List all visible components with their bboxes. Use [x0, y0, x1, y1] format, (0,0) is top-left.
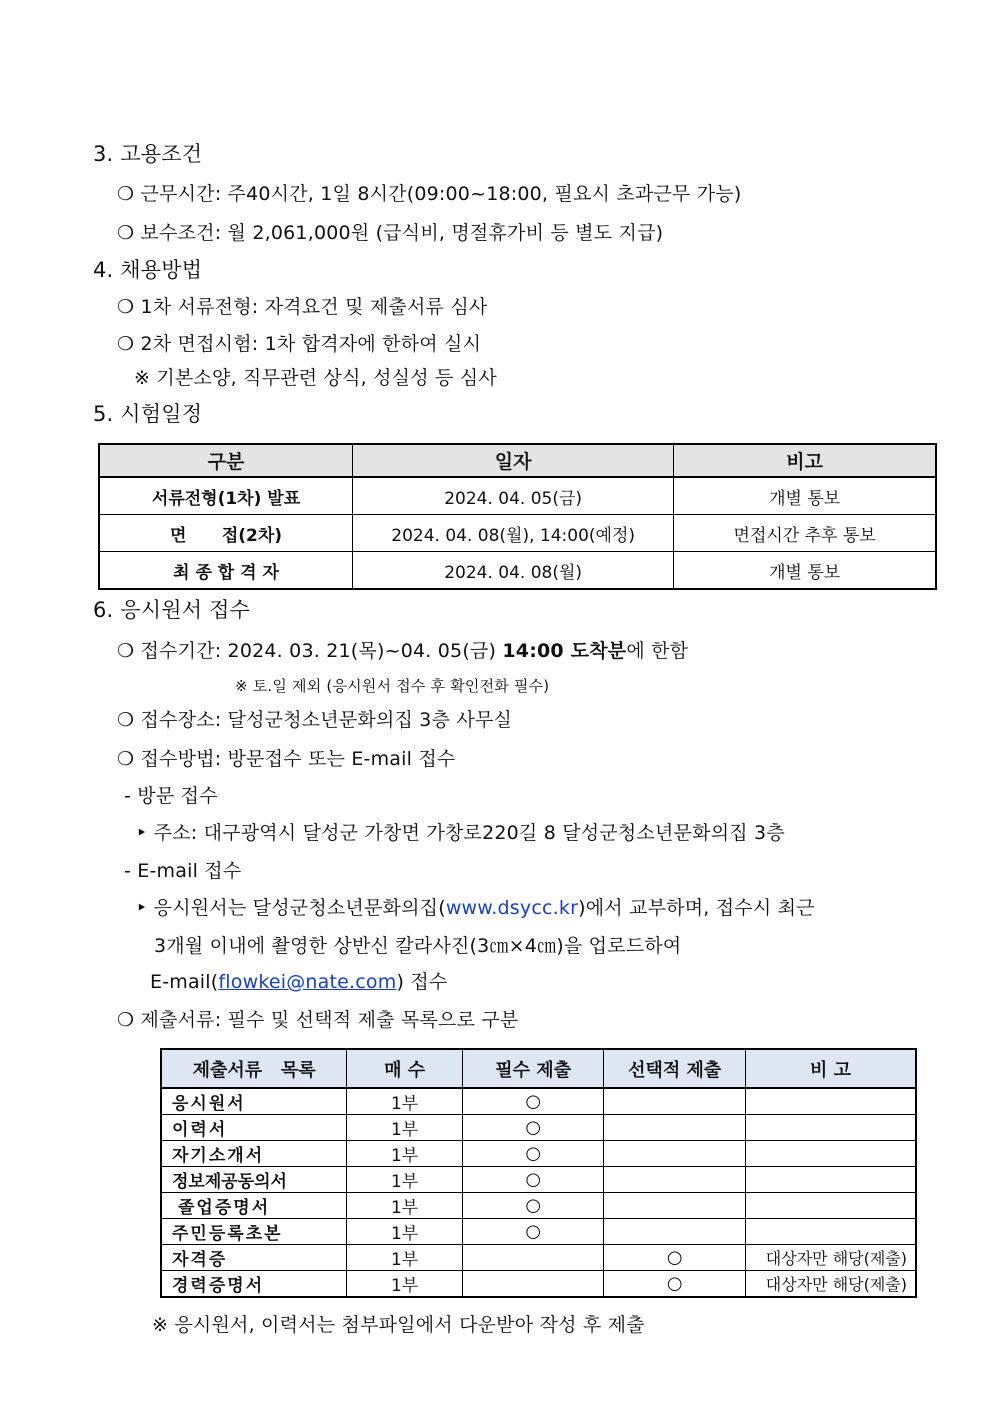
step-2-note: ※ 기본소양, 직무관련 상식, 성실성 등 심사	[134, 367, 497, 389]
doc-required-mark: ○	[462, 1167, 604, 1193]
docs-intro: ❍ 제출서류: 필수 및 선택적 제출 목록으로 구분	[117, 1009, 519, 1031]
receipt-deadline: 14:00 도착분	[502, 640, 627, 662]
doc-count: 1부	[347, 1193, 463, 1219]
table-row	[161, 1167, 916, 1193]
section-3-title: 3. 고용조건	[93, 142, 203, 166]
doc-name: 주민등록초본	[161, 1219, 347, 1245]
email-line-3	[150, 967, 447, 994]
schedule-table	[98, 443, 937, 590]
doc-required-mark	[462, 1245, 604, 1271]
receipt-place: ❍ 접수장소: 달성군청소년문화의집 3층 사무실	[117, 709, 513, 731]
doc-name: 정보제공동의서	[161, 1167, 347, 1193]
email-line-2: 3개월 이내에 촬영한 상반신 칼라사진(3㎝×4㎝)을 업로드하여	[154, 935, 682, 957]
email-line-3-suffix: ) 접수	[396, 971, 448, 993]
schedule-date: 2024. 04. 08(월), 14:00(예정)	[353, 515, 674, 552]
work-hours: ❍ 근무시간: 주40시간, 1일 8시간(09:00~18:00, 필요시 초과근무 가능)	[117, 183, 742, 205]
doc-optional-mark	[604, 1088, 746, 1115]
receipt-period-suffix: 에 한함	[626, 640, 689, 662]
email-line-1	[136, 893, 815, 920]
doc-remark	[746, 1115, 917, 1141]
step-2: ❍ 2차 면접시험: 1차 합격자에 한하여 실시	[117, 333, 482, 355]
doc-remark	[746, 1088, 917, 1115]
table-row	[161, 1088, 916, 1115]
schedule-header: 구분	[99, 444, 353, 477]
doc-remark: 대상자만 해당(제출)	[746, 1271, 917, 1298]
doc-name: 이력서	[161, 1115, 347, 1141]
schedule-header: 비고	[674, 444, 936, 477]
schedule-stage: 서류전형(1차) 발표	[99, 477, 353, 515]
doc-count: 1부	[347, 1115, 463, 1141]
receipt-period	[117, 636, 688, 663]
doc-name: 경력증명서	[161, 1271, 347, 1298]
pay-condition: ❍ 보수조건: 월 2,061,000원 (급식비, 명절휴가비 등 별도 지급)	[117, 222, 664, 244]
schedule-remark: 면접시간 추후 통보	[674, 515, 936, 552]
email-title: - E-mail 접수	[124, 860, 242, 882]
doc-name: 자기소개서	[161, 1141, 347, 1167]
doc-required-mark: ○	[462, 1193, 604, 1219]
doc-required-mark: ○	[462, 1115, 604, 1141]
section-6-title: 6. 응시원서 접수	[93, 598, 251, 622]
receipt-period-text: ❍ 접수기간: 2024. 03. 21(목)~04. 05(금)	[117, 640, 503, 662]
schedule-remark: 개별 통보	[674, 477, 936, 515]
doc-optional-mark	[604, 1167, 746, 1193]
final-note: ※ 응시원서, 이력서는 첨부파일에서 다운받아 작성 후 제출	[152, 1314, 645, 1336]
doc-optional-mark	[604, 1115, 746, 1141]
doc-remark	[746, 1193, 917, 1219]
schedule-header: 일자	[353, 444, 674, 477]
doc-count: 1부	[347, 1141, 463, 1167]
doc-remark	[746, 1219, 917, 1245]
table-row	[161, 1271, 916, 1298]
table-row	[161, 1245, 916, 1271]
doc-optional-mark	[604, 1141, 746, 1167]
doc-optional-mark	[604, 1193, 746, 1219]
schedule-date: 2024. 04. 08(월)	[353, 552, 674, 590]
docs-header: 필수 제출	[462, 1049, 604, 1088]
table-row	[99, 515, 936, 552]
doc-name: 졸업증명서	[161, 1193, 347, 1219]
visit-title: - 방문 접수	[124, 785, 218, 807]
step-1: ❍ 1차 서류전형: 자격요건 및 제출서류 심사	[117, 296, 488, 318]
doc-remark	[746, 1141, 917, 1167]
doc-count: 1부	[347, 1167, 463, 1193]
table-row	[161, 1115, 916, 1141]
doc-count: 1부	[347, 1219, 463, 1245]
table-row	[161, 1219, 916, 1245]
email-line-1-text: ‣ 응시원서는 달성군청소년문화의집(	[136, 897, 446, 919]
email-link[interactable]: flowkei@nate.com	[218, 971, 397, 993]
doc-name: 응시원서	[161, 1088, 347, 1115]
schedule-date: 2024. 04. 05(금)	[353, 477, 674, 515]
doc-optional-mark	[604, 1219, 746, 1245]
doc-count: 1부	[347, 1271, 463, 1298]
docs-header: 비 고	[746, 1049, 917, 1088]
documents-table	[160, 1048, 917, 1298]
schedule-stage: 면 접(2차)	[99, 515, 353, 552]
doc-required-mark: ○	[462, 1141, 604, 1167]
docs-header: 매 수	[347, 1049, 463, 1088]
schedule-stage: 최 종 합 격 자	[99, 552, 353, 590]
receipt-period-note: ※ 토.일 제외 (응시원서 접수 후 확인전화 필수)	[235, 677, 550, 695]
doc-remark: 대상자만 해당(제출)	[746, 1245, 917, 1271]
visit-address: ‣ 주소: 대구광역시 달성군 가창면 가창로220길 8 달성군청소년문화의집 3층	[136, 822, 785, 844]
doc-count: 1부	[347, 1088, 463, 1115]
doc-required-mark	[462, 1271, 604, 1298]
doc-optional-mark: ○	[604, 1245, 746, 1271]
doc-name: 자격증	[161, 1245, 347, 1271]
section-4-title: 4. 채용방법	[93, 258, 203, 282]
doc-optional-mark: ○	[604, 1271, 746, 1298]
table-row	[161, 1193, 916, 1219]
doc-remark	[746, 1167, 917, 1193]
email-line-1-suffix: )에서 교부하며, 접수시 최근	[578, 897, 815, 919]
email-line-3-text: E-mail(	[150, 971, 219, 993]
docs-header: 선택적 제출	[604, 1049, 746, 1088]
table-row	[161, 1141, 916, 1167]
schedule-remark: 개별 통보	[674, 552, 936, 590]
receipt-method: ❍ 접수방법: 방문접수 또는 E-mail 접수	[117, 748, 456, 770]
table-row	[99, 477, 936, 515]
website-link[interactable]: www.dsycc.kr	[445, 897, 579, 919]
table-row	[99, 552, 936, 590]
section-5-title: 5. 시험일정	[93, 402, 203, 426]
doc-required-mark: ○	[462, 1219, 604, 1245]
doc-required-mark: ○	[462, 1088, 604, 1115]
doc-count: 1부	[347, 1245, 463, 1271]
docs-header: 제출서류 목록	[161, 1049, 347, 1088]
